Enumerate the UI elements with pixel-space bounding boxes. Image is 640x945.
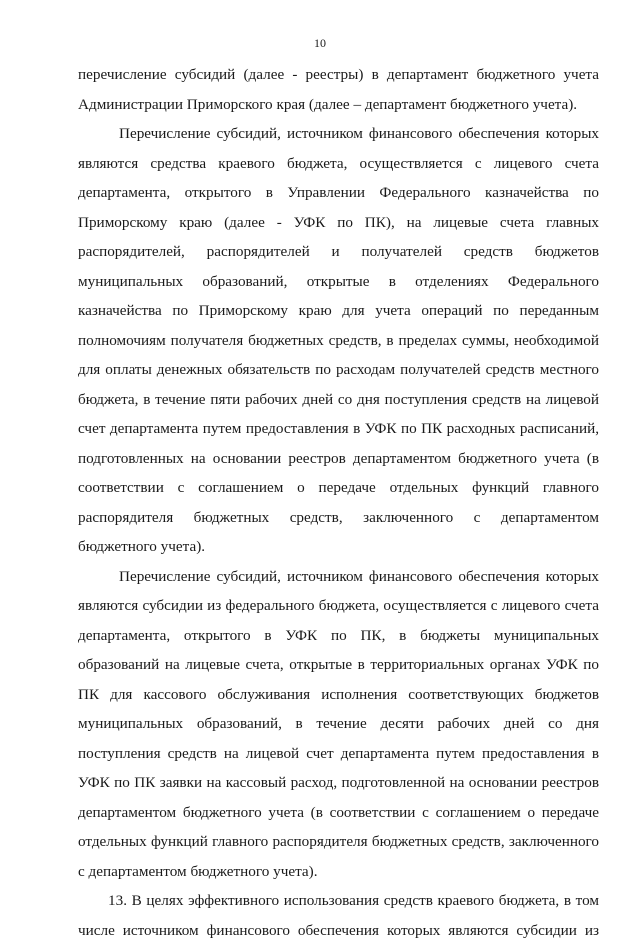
document-body [78, 60, 599, 945]
text-line: поступления средств на лицевой счет департамента путем предоставления в [78, 739, 599, 769]
text-line: отдельных функций главного распорядителя бюджетных средств, заключенного [78, 827, 599, 857]
text-line: образований на лицевые счета, открытые в территориальных органах УФК по [78, 650, 599, 680]
text-line: казначейства по Приморскому краю для учета операций по переданным [78, 296, 599, 326]
text-line: числе источником финансового обеспечения которых являются субсидии из [78, 916, 599, 945]
text-line: счет департамента путем предоставления в УФК по ПК расходных расписаний, [78, 414, 599, 444]
text-line: с департаментом бюджетного учета). [78, 857, 599, 887]
text-line: муниципальных образований, в течение десяти рабочих дней со дня [78, 709, 599, 739]
text-line: Приморскому краю (далее - УФК по ПК), на лицевые счета главных [78, 208, 599, 238]
text-line: распорядителя бюджетных средств, заключенного с департаментом [78, 503, 599, 533]
text-line: бюджетного учета). [78, 532, 599, 562]
paragraph-first-line: Перечисление субсидий, источником финансового обеспечения которых [78, 562, 599, 592]
text-line: являются средства краевого бюджета, осуществляется с лицевого счета [78, 149, 599, 179]
text-line: распорядителей, распорядителей и получателей средств бюджетов [78, 237, 599, 267]
text-line: департамента, открытого в УФК по ПК, в бюджеты муниципальных [78, 621, 599, 651]
text-line: подготовленных на основании реестров департаментом бюджетного учета (в [78, 444, 599, 474]
text-line: бюджета, в течение пяти рабочих дней со дня поступления средств на лицевой [78, 385, 599, 415]
text-line: соответствии с соглашением о передаче отдельных функций главного [78, 473, 599, 503]
text-line: перечисление субсидий (далее - реестры) в департамент бюджетного учета [78, 60, 599, 90]
text-line: ПК для кассового обслуживания исполнения соответствующих бюджетов [78, 680, 599, 710]
paragraph-first-line: 13. В целях эффективного использования средств краевого бюджета, в том [78, 886, 599, 916]
paragraph-first-line: Перечисление субсидий, источником финансового обеспечения которых [78, 119, 599, 149]
text-line: полномочиям получателя бюджетных средств, в пределах суммы, необходимой [78, 326, 599, 356]
text-line: муниципальных образований, открытые в отделениях Федерального [78, 267, 599, 297]
text-line: являются субсидии из федерального бюджета, осуществляется с лицевого счета [78, 591, 599, 621]
text-line: департаментом бюджетного учета (в соответствии с соглашением о передаче [78, 798, 599, 828]
text-line: Администрации Приморского края (далее – департамент бюджетного учета). [78, 90, 599, 120]
text-line: департамента, открытого в Управлении Федерального казначейства по [78, 178, 599, 208]
page-number: 10 [0, 36, 640, 50]
text-line: УФК по ПК заявки на кассовый расход, подготовленной на основании реестров [78, 768, 599, 798]
text-line: для оплаты денежных обязательств по расходам получателей средств местного [78, 355, 599, 385]
